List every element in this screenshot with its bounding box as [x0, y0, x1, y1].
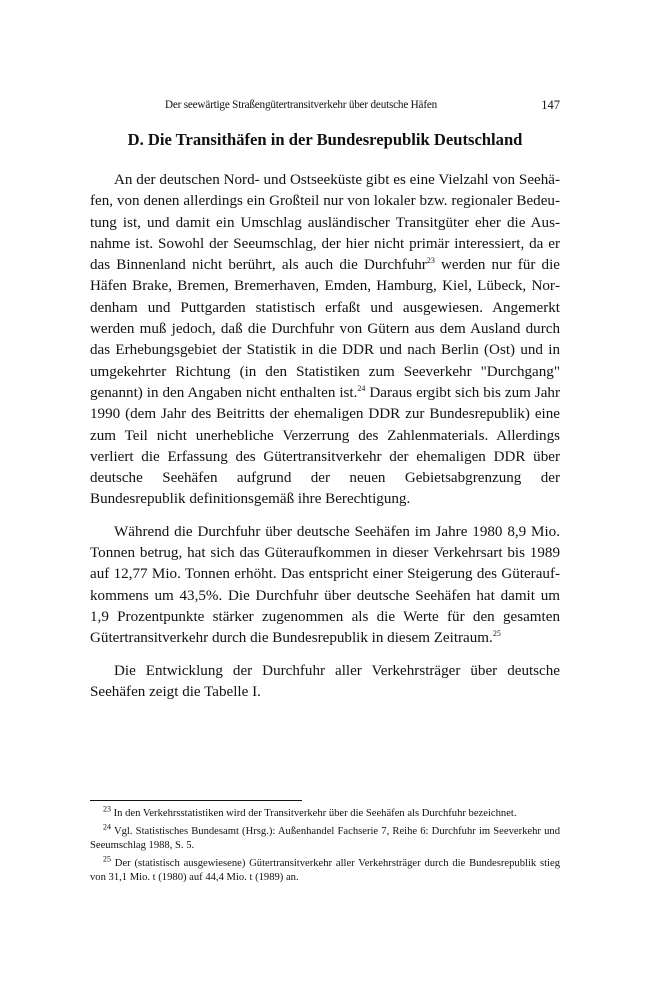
- footnote-25: [90, 854, 560, 886]
- footnote-number: 25: [103, 854, 111, 864]
- footnote-ref-23[interactable]: 23: [426, 256, 435, 266]
- footnote-text: Der (statistisch ausgewiesene) Gütertransitverkehr aller Verkehrsträger durch die Bundesrepublik stieg von 31,1 Mio. t (1980) auf 44,4 Mio. t (1989) an.: [90, 857, 560, 884]
- running-head: [90, 97, 560, 113]
- body-text: [90, 170, 560, 714]
- footnote-ref-25[interactable]: 25: [492, 629, 501, 639]
- footnote-ref-24[interactable]: 24: [357, 383, 366, 393]
- footnote-23: [90, 804, 560, 822]
- footnote-number: 24: [103, 822, 111, 832]
- paragraph-1-text-a: An der deutschen Nord- und Ostseeküste gibt es eine Vielzahl von Seehäfen, von denen allerdings ein Großteil nur von lokaler bzw. regionaler Bedeutung ist, und damit ein Umschlag ausländischer Transitgüter eher die Ausnahme ist. Sowohl der Seeumschlag, der hier nicht primär interessiert, da er das Binnenland nicht berührt, als auch die Durchfuhr: [90, 172, 560, 274]
- paragraph-1-text-b: werden nur für die Häfen Brake, Bremen, Bremerhaven, Emden, Hamburg, Kiel, Lübeck, Nordenham und Puttgarden statistisch erfaßt und ausgewiesen. Angemerkt werden muß jedoch, daß die Durchfuhr von Gütern aus dem Ausland durch das Erhebungsgebiet der Statistik in die DDR und nach Berlin (Ost) und in umgekehrter Richtung (in den Statistiken zum Seeverkehr "Durchgang" genannt) in den Angaben nicht enthalten ist.: [90, 257, 560, 401]
- footnote-24: [90, 822, 560, 854]
- footnote-text: In den Verkehrsstatistiken wird der Transitverkehr über die Seehäfen als Durchfuhr bezeichnet.: [113, 808, 517, 819]
- page-number: 147: [541, 98, 560, 112]
- paragraph-3: [90, 661, 560, 704]
- section-title: D. Die Transithäfen in der Bundesrepublik Deutschland: [127, 130, 523, 149]
- paragraph-2-text: Während die Durchfuhr über deutsche Seehäfen im Jahre 1980 8,9 Mio. Tonnen betrug, hat sich das Güteraufkommen in dieser Verkehrsart bis 1989 auf 12,77 Mio. Tonnen erhöht. Das entspricht einer Steigerung des Güteraufkommens um 43,5%. Die Durchfuhr über deutsche Seehäfen hat damit um 1,9 Prozentpunkte stärker zugenommen als die Werte für den gesamten Gütertransitverkehr durch die Bundesrepublik in diesem Zeitraum.: [90, 523, 560, 647]
- running-head-title: Der seewärtige Straßengütertransitverkehr über deutsche Häfen: [164, 99, 438, 111]
- footnote-divider: [90, 800, 302, 801]
- paragraph-2: [90, 522, 560, 650]
- footnote-text: Vgl. Statistisches Bundesamt (Hrsg.): Außenhandel Fachserie 7, Reihe 6: Durchfuhr im Seeverkehr und Seeumschlag 1988, S. 5.: [90, 825, 560, 852]
- paragraph-1-text-c: Daraus ergibt sich bis zum Jahr 1990 (dem Jahr des Beitritts der ehemaligen DDR zur Bundesrepublik) eine zum Teil nicht unerhebliche Verzerrung des Zahlenmaterials. Allerdings verliert die Erfassung des Gütertransitverkehr der ehemaligen DDR über deutsche Seehäfen aufgrund der neuen Gebietsabgrenzung der Bundesrepublik definitionsgemäß ihre Berechtigung.: [90, 384, 560, 508]
- paragraph-1: [90, 170, 560, 511]
- footnote-number: 23: [103, 804, 111, 814]
- paragraph-3-text: Die Entwicklung der Durchfuhr aller Verkehrsträger über deutsche Seehäfen zeigt die Tabelle I.: [90, 662, 560, 700]
- footnotes: [90, 804, 560, 889]
